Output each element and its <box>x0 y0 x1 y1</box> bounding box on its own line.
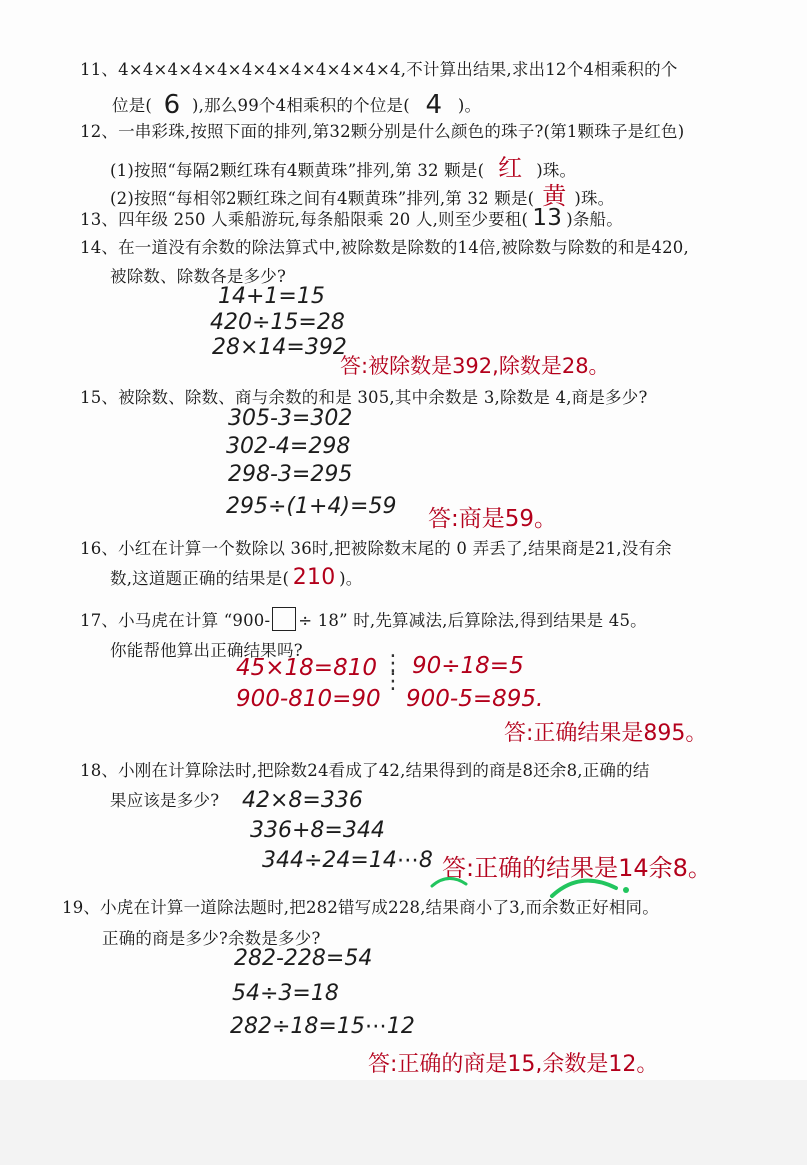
q14-line1: 14、在一道没有余数的除法算式中,被除数是除数的14倍,被除数与除数的和是420, <box>80 238 689 257</box>
q13-text-a: 13、四年级 250 人乘船游玩,每条船限乘 20 人,则至少要租( <box>80 210 529 229</box>
q15-work-1: 305-3=302 <box>228 406 353 431</box>
q18-work-1: 42×8=336 <box>242 788 363 813</box>
q11-text-b: ),那么99个4相乘积的个位是( <box>192 96 410 115</box>
q16-text-b: )。 <box>339 569 363 588</box>
q17-answer: 答:正确结果是895。 <box>504 721 708 746</box>
q17-text-a: 17、小马虎在计算 “900- <box>80 611 271 630</box>
q12-line1: 12、一串彩珠,按照下面的排列,第32颗分别是什么颜色的珠子?(第1颗珠子是红色) <box>80 122 685 141</box>
q15-work-4: 295÷(1+4)=59 <box>226 494 397 519</box>
q17-line2: 你能帮他算出正确结果吗? <box>110 641 303 660</box>
q12-sub1-fill: 红 <box>498 154 523 182</box>
q11-line2 <box>112 88 481 118</box>
q14-work-2: 420÷15=28 <box>210 310 345 335</box>
q12-sub1-text-a: (1)按照“每隔2颗红珠有4颗黄珠”排列,第 32 颗是( <box>110 161 485 180</box>
page-bottom-margin <box>0 1080 807 1165</box>
q14-work-3: 28×14=392 <box>212 335 347 360</box>
q19-work-2: 54÷3=18 <box>232 981 339 1006</box>
q16-fill: 210 <box>292 565 336 590</box>
q12-sub1-text-b: )珠。 <box>536 161 577 180</box>
q17-work-right-1: 90÷18=5 <box>412 653 524 679</box>
q17-work-left-2: 900-810=90 <box>236 686 381 712</box>
q12-sub2-text-a: (2)按照“每相邻2颗红珠之间有4颗黄珠”排列,第 32 颗是( <box>110 189 535 208</box>
q17-work-right-2: 900-5=895. <box>406 686 544 712</box>
q13-line <box>80 205 623 231</box>
q11-text-c: )。 <box>457 96 482 115</box>
q16-text-a: 数,这道题正确的结果是( <box>110 569 290 588</box>
q16-line1: 16、小红在计算一个数除以 36时,把被除数末尾的 0 弄丢了,结果商是21,没有余 <box>80 539 672 558</box>
q14-line2: 被除数、除数各是多少? <box>110 267 287 286</box>
divider-dots: ⋮ ⋮ <box>382 651 404 694</box>
q17-work-left-1: 45×18=810 <box>236 655 377 681</box>
q19-work-3: 282÷18=15⋯12 <box>230 1014 415 1039</box>
q16-line2 <box>110 565 362 590</box>
q15-work-3: 298-3=295 <box>228 462 353 487</box>
q18-line2: 果应该是多少? <box>110 791 220 810</box>
q14-work-1: 14+1=15 <box>218 284 325 309</box>
q11-line1: 11、4×4×4×4×4×4×4×4×4×4×4×4,不计算出结果,求出12个4相乘积的个 <box>80 60 678 79</box>
q14-answer: 答:被除数是392,除数是28。 <box>340 354 610 378</box>
q18-work-2: 336+8=344 <box>250 818 385 843</box>
q17-line1 <box>80 607 647 631</box>
q18-line1: 18、小刚在计算除法时,把除数24看成了42,结果得到的商是8还余8,正确的结 <box>80 761 650 780</box>
q11-text-a: 位是( <box>112 96 153 115</box>
q15-line1: 15、被除数、除数、商与余数的和是 305,其中余数是 3,除数是 4,商是多少? <box>80 388 648 407</box>
q18-work-3: 344÷24=14⋯8 <box>262 848 433 873</box>
q19-answer-clip <box>360 1045 680 1073</box>
q15-work-2: 302-4=298 <box>226 434 351 459</box>
q19-answer: 答:正确的商是15,余数是12。 <box>368 1052 659 1073</box>
q19-work-1: 282-228=54 <box>234 946 373 971</box>
q11-fill-2: 4 <box>425 90 443 120</box>
q12-sub2-fill: 黄 <box>542 182 567 210</box>
q13-text-b: )条船。 <box>566 210 623 229</box>
q12-sub2-text-b: )珠。 <box>574 189 615 208</box>
q19-line1: 19、小虎在计算一道除法题时,把282错写成228,结果商小了3,而余数正好相同。 <box>62 898 659 917</box>
q11-fill-1: 6 <box>163 90 181 120</box>
q17-text-b: ÷ 18” 时,先算减法,后算除法,得到结果是 45。 <box>298 611 647 630</box>
q13-fill: 13 <box>532 205 563 231</box>
q15-answer: 答:商是59。 <box>428 506 558 532</box>
blank-box <box>272 607 296 631</box>
q18-answer: 答:正确的结果是14余8。 <box>442 854 712 882</box>
q19-line2: 正确的商是多少?余数是多少? <box>102 929 321 948</box>
